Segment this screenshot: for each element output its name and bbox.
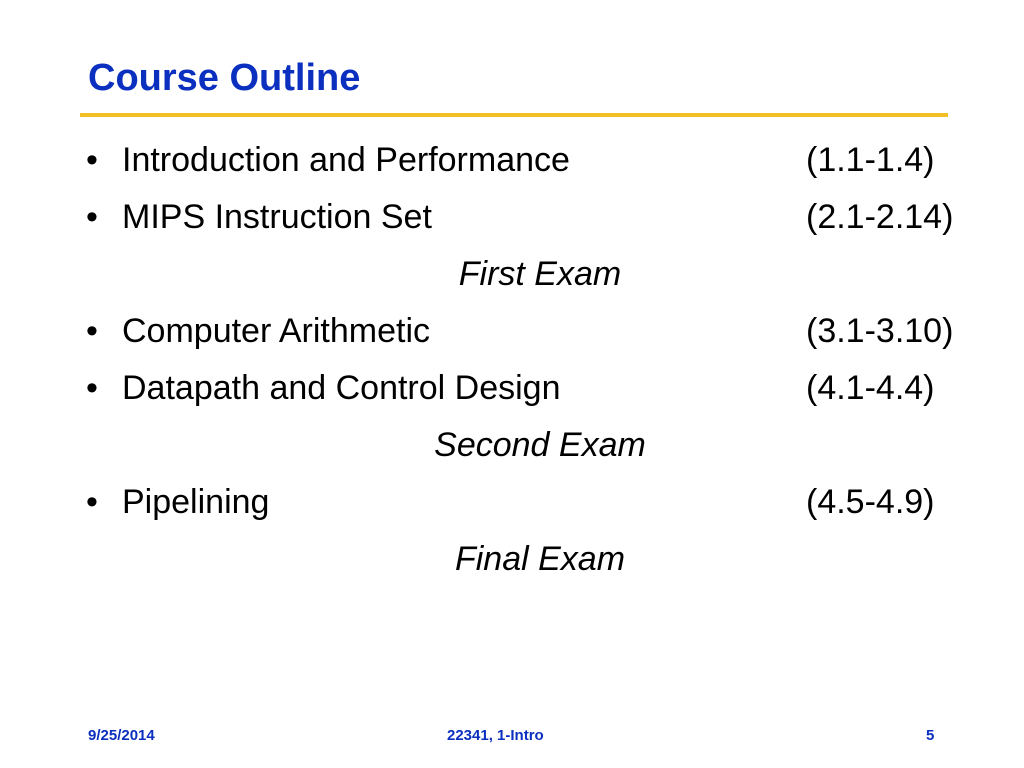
- exam-label: Second Exam: [434, 426, 646, 464]
- footer-course-label: 22341, 1-Intro: [447, 727, 544, 744]
- topic-label: Datapath and Control Design: [122, 369, 561, 407]
- bullet-icon: •: [86, 483, 98, 521]
- section-range: (4.5-4.9): [806, 483, 935, 521]
- bullet-icon: •: [86, 369, 98, 407]
- bullet-icon: •: [86, 312, 98, 350]
- page-number: 5: [926, 727, 935, 744]
- topic-label: Computer Arithmetic: [122, 312, 430, 350]
- title-divider: [80, 113, 948, 117]
- section-range: (3.1-3.10): [806, 312, 954, 350]
- section-range: (4.1-4.4): [806, 369, 935, 407]
- exam-label: Final Exam: [454, 540, 626, 578]
- section-range: (2.1-2.14): [806, 198, 954, 236]
- slide-title: Course Outline: [88, 57, 361, 99]
- topic-label: Introduction and Performance: [122, 141, 570, 179]
- section-range: (1.1-1.4): [806, 141, 935, 179]
- topic-label: MIPS Instruction Set: [122, 198, 432, 236]
- exam-label: First Exam: [458, 255, 622, 293]
- bullet-icon: •: [86, 198, 98, 236]
- footer-date: 9/25/2014: [88, 727, 155, 744]
- topic-label: Pipelining: [122, 483, 270, 521]
- bullet-icon: •: [86, 141, 98, 179]
